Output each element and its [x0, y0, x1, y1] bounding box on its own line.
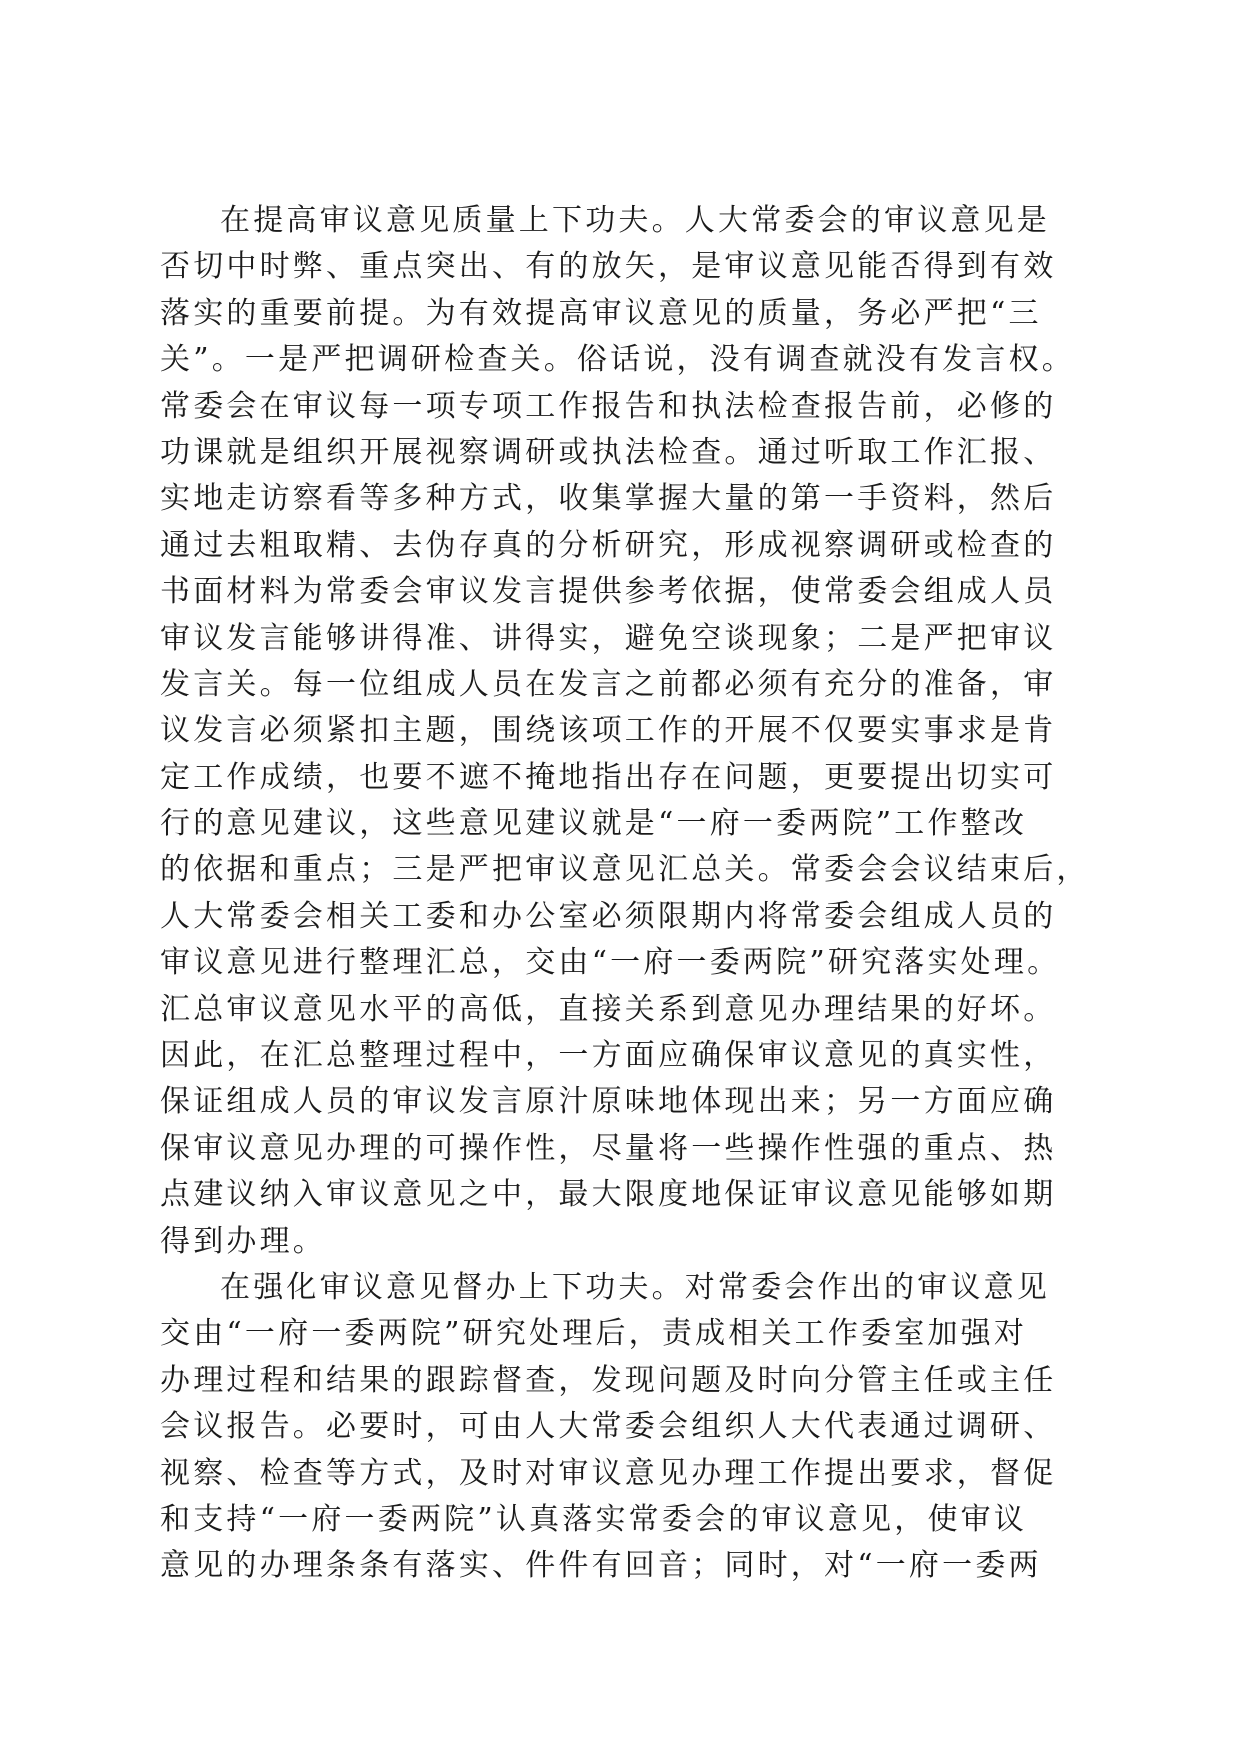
text-line: 视察、检查等方式，及时对审议意见办理工作提出要求，督促 [160, 1455, 1057, 1491]
text-line: 审议发言能够讲得准、讲得实，避免空谈现象；二是严把审议 [160, 620, 1057, 656]
text-line: 得到办理。 [160, 1223, 326, 1259]
text-line: 行的意见建议，这些意见建议就是“一府一委两院”工作整改 [160, 806, 1028, 842]
text-line: 通过去粗取精、去伪存真的分析研究，形成视察调研或检查的 [160, 527, 1057, 563]
text-line: 落实的重要前提。为有效提高审议意见的质量，务必严把“三 [160, 295, 1042, 331]
text-line: 交由“一府一委两院”研究处理后，责成相关工作委室加强对 [160, 1316, 1028, 1352]
text-line: 会议报告。必要时，可由人大常委会组织人大代表通过调研、 [160, 1409, 1057, 1445]
text-line: 保证组成人员的审议发言原汁原味地体现出来；另一方面应确 [160, 1084, 1057, 1120]
text-line: 和支持“一府一委两院”认真落实常委会的审议意见，使审议 [160, 1501, 1028, 1537]
text-line: 保审议意见办理的可操作性，尽量将一些操作性强的重点、热 [160, 1130, 1057, 1166]
text-line: 在提高审议意见质量上下功夫。人大常委会的审议意见是 [220, 203, 1050, 238]
text-line: 因此，在汇总整理过程中，一方面应确保审议意见的真实性， [160, 1038, 1057, 1074]
text-line: 办理过程和结果的跟踪督查，发现问题及时向分管主任或主任 [160, 1362, 1057, 1398]
text-line: 的依据和重点；三是严把审议意见汇总关。常委会会议结束后， [160, 852, 1090, 888]
text-line: 常委会在审议每一项专项工作报告和执法检查报告前，必修的 [160, 388, 1057, 424]
text-line: 点建议纳入审议意见之中，最大限度地保证审议意见能够如期 [160, 1177, 1057, 1213]
text-line: 书面材料为常委会审议发言提供参考依据，使常委会组成人员 [160, 574, 1057, 610]
text-line: 发言关。每一位组成人员在发言之前都必须有充分的准备，审 [160, 666, 1057, 702]
text-line: 汇总审议意见水平的高低，直接关系到意见办理结果的好坏。 [160, 991, 1057, 1027]
text-line: 在强化审议意见督办上下功夫。对常委会作出的审议意见 [220, 1269, 1050, 1305]
text-line: 议发言必须紧扣主题，围绕该项工作的开展不仅要实事求是肯 [160, 713, 1057, 749]
text-line: 审议意见进行整理汇总，交由“一府一委两院”研究落实处理。 [160, 945, 1061, 981]
text-line: 定工作成绩，也要不遮不掩地指出存在问题，更要提出切实可 [160, 759, 1057, 795]
text-line: 实地走访察看等多种方式，收集掌握大量的第一手资料，然后 [160, 481, 1057, 517]
text-line: 功课就是组织开展视察调研或执法检查。通过听取工作汇报、 [160, 434, 1057, 470]
text-line: 关”。一是严把调研检查关。俗话说，没有调查就没有发言权。 [160, 342, 1075, 378]
text-line: 人大常委会相关工委和办公室必须限期内将常委会组成人员的 [160, 898, 1057, 934]
text-line: 否切中时弊、重点突出、有的放矢，是审议意见能否得到有效 [160, 249, 1057, 285]
body-text [160, 198, 1090, 1590]
text-line: 意见的办理条条有落实、件件有回音；同时，对“一府一委两 [160, 1548, 1042, 1584]
